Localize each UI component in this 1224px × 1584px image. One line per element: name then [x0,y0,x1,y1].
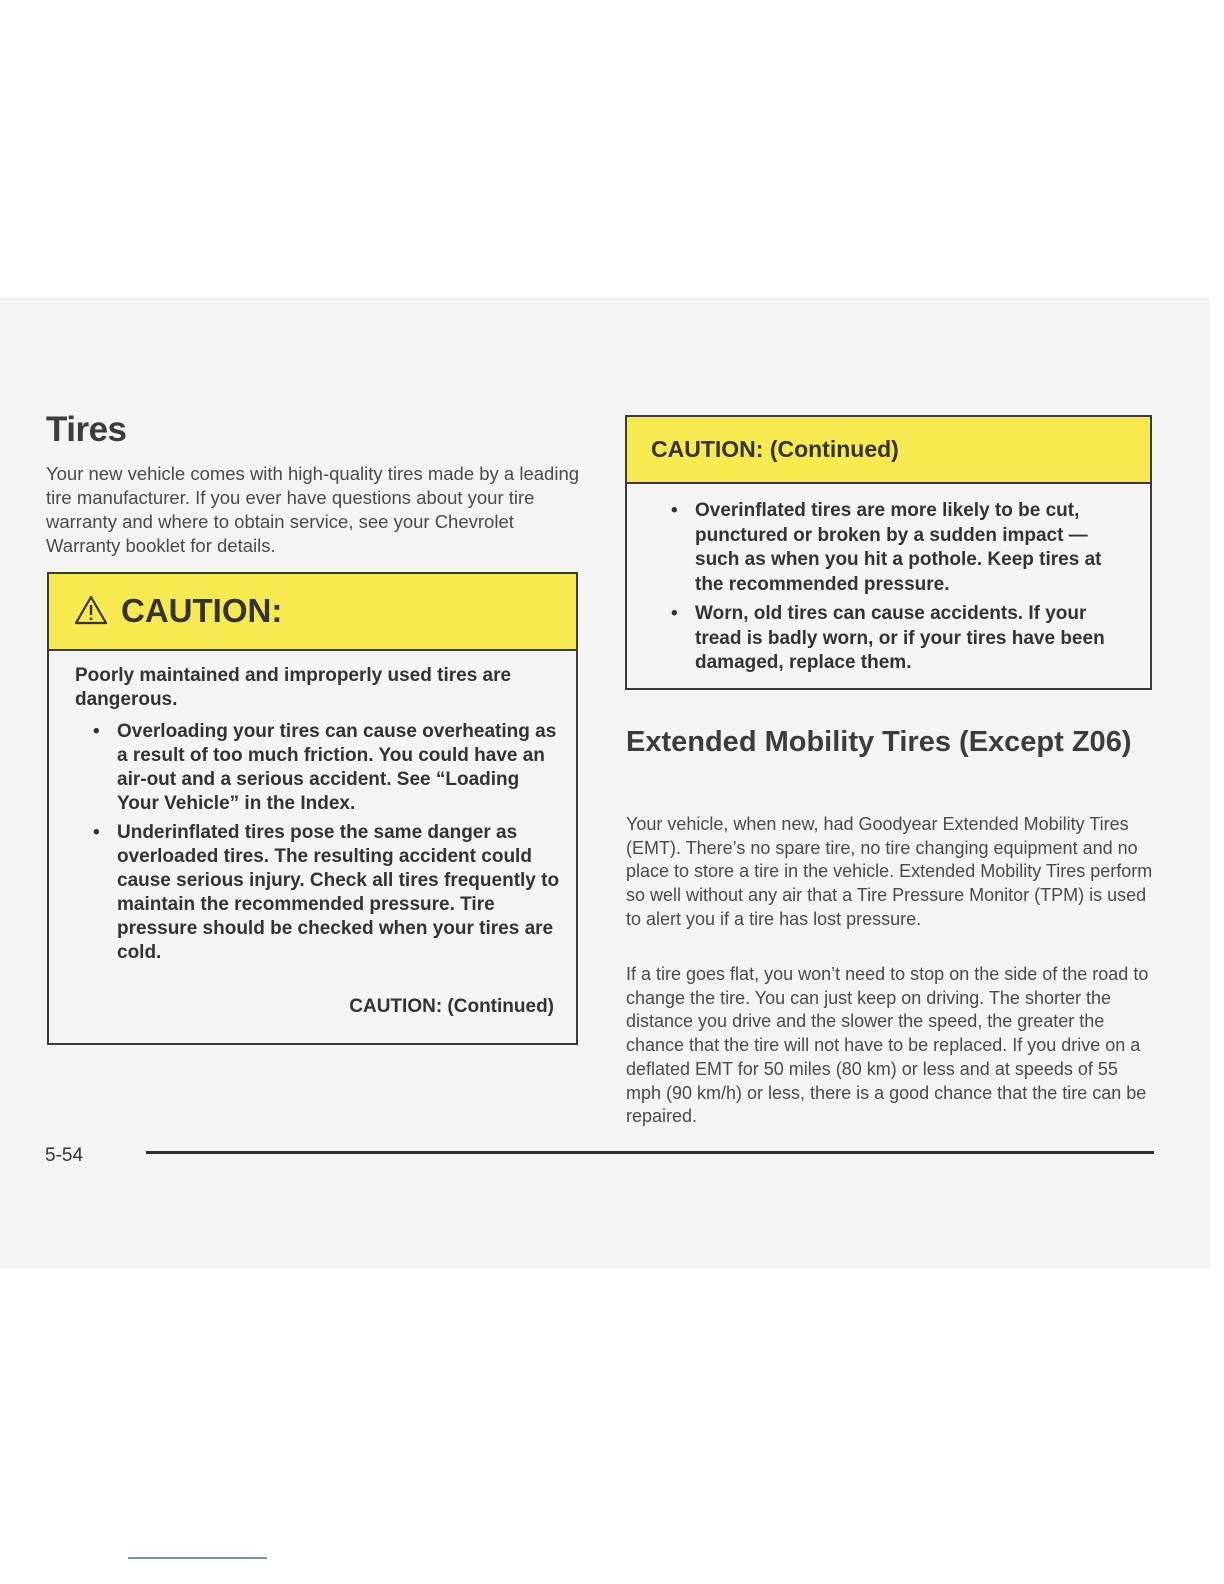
warning-triangle-icon [74,595,108,625]
caution-box [47,572,578,1045]
emt-paragraph-1: Your vehicle, when new, had Goodyear Extended Mobility Tires (EMT). There’s no spare tire, no tire changing equipment and no place to store a tire in the vehicle. Extended Mobility Tires perform so well without any air that a Tire Pressure Monitor (TPM) is used to alert you if a tire has lost pressure. [626,814,1153,929]
caution-continued-body [653,499,1133,681]
caution-header [49,574,576,651]
caution-continued-header [627,417,1150,484]
emt-paragraph-2: If a tire goes flat, you won’t need to stop on the side of the road to change the tire. You can just keep on driving. The shorter the distance you drive and the slower the speed, the greater the chance that the tire will not have to be replaced. If you drive on a deflated EMT for 50 miles (80 km) or less and at speeds of 55 mph (90 km/h) or less, there is a good chance that the tire can be repaired. [626,964,1149,1127]
scan-artifact-line [128,1557,267,1559]
section-title: Tires [46,410,127,449]
caution-bullet-list [653,499,1133,676]
list-item: • Underinflated tires pose the same danger as overloaded tires. The resulting accident could cause serious injury. Check all tires frequently to maintain the recommended pressure. Tire pressure should be checked when your tires are cold. [93,822,560,963]
caution-continued-title: CAUTION: (Continued) [651,436,899,462]
emt-heading: Extended Mobility Tires (Except Z06) [626,726,1132,758]
footer-rule [146,1151,1154,1154]
bullet-icon: • [671,500,678,521]
list-item: • Overinflated tires are more likely to be cut, punctured or broken by a sudden impact — such as when you hit a pothole. Keep tires at the recommended pressure. [671,500,1102,595]
caution-lead: Poorly maintained and improperly used tires are dangerous. [75,665,512,710]
bullet-icon: • [93,822,100,843]
list-item: • Overloading your tires can cause overheating as a result of too much friction. You could have an air-out and a serious accident. See “Loading Your Vehicle” in the Index. [93,721,557,814]
list-item: • Worn, old tires can cause accidents. If your tread is badly worn, or if your tires have been damaged, replace them. [671,603,1105,673]
caution-continued-box [625,415,1152,690]
page-number: 5-54 [45,1145,84,1166]
bullet-icon: • [93,721,100,742]
caution-bullet-list [75,720,563,965]
caution-continued-label: CAUTION: (Continued) [349,996,554,1017]
intro-paragraph: Your new vehicle comes with high-quality tires made by a leading tire manufacturer. If you ever have questions about your tire warranty and where to obtain service, see your Chevrolet Warranty booklet for details. [46,463,580,556]
caution-body [75,664,563,970]
caution-label: CAUTION: [121,592,283,629]
bullet-icon: • [671,603,678,624]
